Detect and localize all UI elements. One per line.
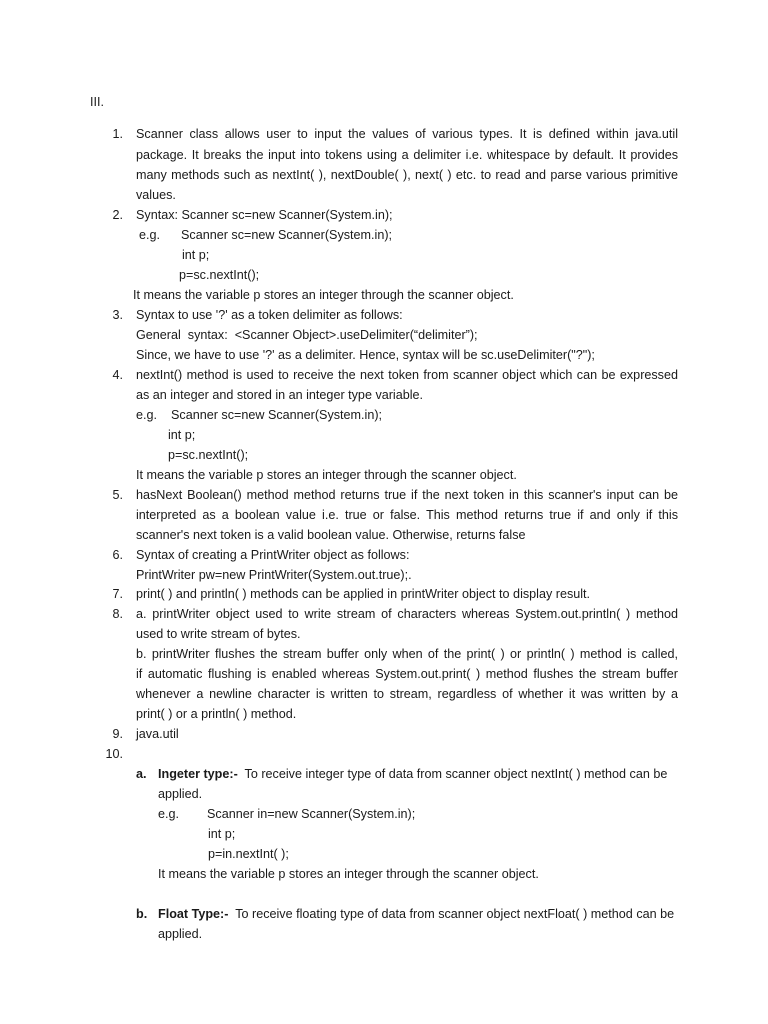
- item-text: if automatic flushing is enabled whereas System.out.print( ) method flushes the stream buffer: [136, 667, 678, 681]
- item-text: scanner's next token is a valid boolean value. Otherwise, returns false: [136, 528, 526, 542]
- subitem-title: Ingeter type:-: [158, 767, 238, 781]
- subitem-text: It means the variable p stores an integer through the scanner object.: [158, 867, 539, 881]
- section-heading: III.: [90, 95, 104, 109]
- item-text: Syntax to use '?' as a token delimiter as follows:: [136, 308, 403, 322]
- code-line: p=in.nextInt( );: [208, 847, 289, 861]
- item-text: It means the variable p stores an integer through the scanner object.: [136, 468, 517, 482]
- code-line: int p;: [168, 428, 196, 442]
- subitem-label: b.: [136, 907, 148, 921]
- item-number: 6.: [112, 548, 123, 562]
- item-number: 3.: [112, 308, 123, 322]
- item-number: 9.: [112, 727, 123, 741]
- code-line: int p;: [182, 248, 210, 262]
- item-text: Syntax: Scanner sc=new Scanner(System.in);: [136, 208, 393, 222]
- subitem-text: Float Type:- To receive floating type of data from scanner object nextFloat( ) method can be: [158, 907, 675, 921]
- item-text: Syntax of creating a PrintWriter object as follows:: [136, 548, 410, 562]
- item-text: print( ) and println( ) methods can be applied in printWriter object to display result.: [136, 587, 591, 601]
- code-line: int p;: [208, 827, 236, 841]
- item-number: 4.: [112, 368, 123, 382]
- item-text: hasNext Boolean() method method returns true if the next token in this scanner's input can be: [136, 488, 678, 502]
- item-number: 5.: [112, 488, 123, 502]
- item-text: used to write stream of bytes.: [136, 627, 301, 641]
- code-line: p=sc.nextInt();: [179, 268, 260, 282]
- code-line: e.g. Scanner in=new Scanner(System.in);: [158, 807, 416, 821]
- code-line: PrintWriter pw=new PrintWriter(System.out.true);.: [136, 568, 412, 582]
- item-text: java.util: [136, 727, 179, 741]
- subitem-text: applied.: [158, 787, 203, 801]
- item-number: 10.: [105, 747, 123, 761]
- item-text: as an integer and stored in an integer type variable.: [136, 388, 424, 402]
- code-line: e.g. Scanner sc=new Scanner(System.in);: [139, 228, 393, 242]
- item-text: package. It breaks the input into tokens using a delimiter i.e. whitespace by default. It provides: [136, 148, 678, 162]
- item-text: interpreted as a boolean value i.e. true or false. This method returns true if and only if this: [136, 508, 678, 522]
- item-text: It means the variable p stores an integer through the scanner object.: [133, 288, 514, 302]
- item-text: b. printWriter flushes the stream buffer only when of the print( ) or println( ) method is called,: [136, 647, 678, 661]
- subitem-text: Ingeter type:- To receive integer type of data from scanner object nextInt( ) method can be: [158, 767, 668, 781]
- subitem-title: Float Type:-: [158, 907, 229, 921]
- code-line: e.g. Scanner sc=new Scanner(System.in);: [136, 408, 383, 422]
- item-text: Scanner class allows user to input the values of various types. It is defined within java.util: [136, 127, 678, 141]
- item-text: whenever a newline character is written to stream, regardless of whether it was written by a: [136, 687, 678, 701]
- item-text: General syntax: <Scanner Object>.useDelimiter(“delimiter”);: [136, 328, 478, 342]
- item-text: Since, we have to use '?' as a delimiter. Hence, syntax will be sc.useDelimiter("?");: [136, 348, 595, 362]
- item-text: many methods such as nextInt( ), nextDouble( ), next( ) etc. to read and parse various primitive: [136, 168, 678, 182]
- item-text: a. printWriter object used to write stream of characters whereas System.out.println( ) method: [136, 607, 678, 621]
- item-number: 8.: [112, 607, 123, 621]
- item-text: nextInt() method is used to receive the next token from scanner object which can be expressed: [136, 368, 678, 382]
- subitem-text: applied.: [158, 927, 203, 941]
- item-number: 1.: [112, 127, 123, 141]
- code-line: p=sc.nextInt();: [168, 448, 249, 462]
- subitem-label: a.: [136, 767, 147, 781]
- item-text: values.: [136, 188, 176, 202]
- item-number: 7.: [112, 587, 123, 601]
- item-number: 2.: [112, 208, 123, 222]
- item-text: print( ) or a println( ) method.: [136, 707, 297, 721]
